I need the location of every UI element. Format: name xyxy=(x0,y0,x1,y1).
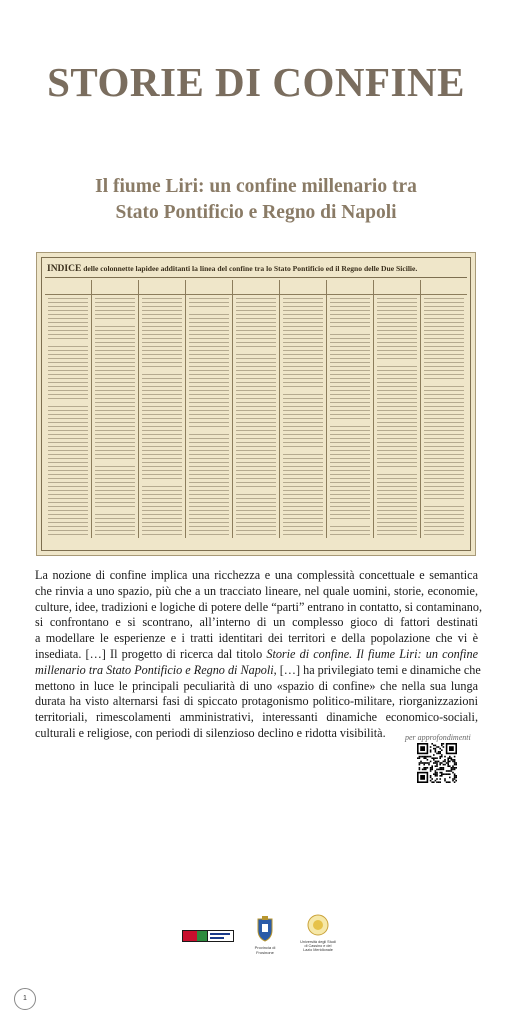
qr-module xyxy=(447,773,449,775)
qr-module xyxy=(433,757,435,759)
qr-module xyxy=(447,781,449,783)
provincia-logo xyxy=(252,916,278,960)
qr-module xyxy=(441,754,443,756)
document-column-header xyxy=(92,280,138,295)
qr-label: per approfondimenti xyxy=(405,733,471,742)
document-column-header xyxy=(327,280,373,295)
body-line: si confrontano e si scontrano, all’interno di un complesso gioco di fattori destinati xyxy=(35,615,478,630)
qr-module xyxy=(439,772,441,774)
document-column xyxy=(421,280,467,538)
qr-module xyxy=(436,773,438,775)
qr-module xyxy=(441,745,443,747)
document-column-entries xyxy=(189,298,229,538)
qr-module xyxy=(430,777,432,779)
document-section-gap xyxy=(233,350,279,354)
qr-module xyxy=(452,761,454,763)
qr-module xyxy=(447,761,449,763)
qr-module xyxy=(430,746,432,748)
qr-module xyxy=(419,762,421,764)
qr-module xyxy=(430,761,432,763)
qr-module xyxy=(435,745,437,747)
qr-module xyxy=(435,749,437,751)
qr-module xyxy=(436,753,438,755)
document-section-gap xyxy=(374,470,420,474)
qr-module xyxy=(427,762,429,764)
body-line: territoriali, rimescolamenti amministrativi, interessanti dinamiche economico-sociali, xyxy=(35,710,478,725)
qr-module xyxy=(454,767,456,769)
qr-module xyxy=(438,751,440,753)
document-frame xyxy=(41,257,471,551)
qr-module xyxy=(431,781,433,783)
qr-module xyxy=(438,753,440,755)
document-column-header xyxy=(45,280,91,295)
qr-module xyxy=(427,756,429,758)
document-section-gap xyxy=(421,500,467,504)
qr-module xyxy=(452,780,454,782)
document-column-entries xyxy=(142,298,182,538)
qr-module xyxy=(455,764,457,766)
document-column-entries xyxy=(283,298,323,538)
qr-module xyxy=(439,762,441,764)
qr-module xyxy=(423,762,425,764)
qr-module xyxy=(420,761,422,763)
qr-module xyxy=(420,756,422,758)
qr-module xyxy=(431,769,433,771)
qr-module xyxy=(439,764,441,766)
document-column xyxy=(92,280,139,538)
document-section-gap xyxy=(139,370,185,374)
qr-module xyxy=(423,764,425,766)
qr-module xyxy=(419,764,421,766)
qr-module xyxy=(438,761,440,763)
qr-module xyxy=(439,748,441,750)
document-section-gap xyxy=(45,340,91,344)
qr-module xyxy=(441,749,443,751)
body-line: durata ha visto alternarsi fasi di spiccato protagonismo politico-militare, riorganizzazioni xyxy=(35,694,478,709)
qr-module xyxy=(439,769,441,771)
qr-module xyxy=(447,764,449,766)
qr-module xyxy=(444,759,446,761)
document-section-gap xyxy=(45,400,91,404)
qr-module xyxy=(439,757,441,759)
body-line: La nozione di confine implica una ricchezza e una complessità concettuale e semantica xyxy=(35,568,478,582)
qr-module xyxy=(441,762,443,764)
qr-module xyxy=(444,756,446,758)
project-title-italic: Storie di confine. Il fiume Liri: un confine xyxy=(266,646,478,661)
document-section-gap xyxy=(327,520,373,524)
qr-module xyxy=(423,756,425,758)
qr-module xyxy=(443,761,445,763)
university-caption: Università degli Studi di Cassino e del Lazio Meridionale xyxy=(300,940,336,953)
document-column-entries xyxy=(95,298,135,538)
qr-module xyxy=(441,772,443,774)
qr-module xyxy=(443,764,445,766)
qr-module xyxy=(430,756,432,758)
qr-module xyxy=(446,781,448,783)
qr-module xyxy=(433,759,435,761)
qr-module xyxy=(444,764,446,766)
qr-module xyxy=(435,765,437,767)
qr-module xyxy=(431,778,433,780)
qr-module xyxy=(447,770,449,772)
qr-module xyxy=(431,765,433,767)
qr-finder-module xyxy=(420,775,425,780)
qr-module xyxy=(439,775,441,777)
qr-module xyxy=(447,762,449,764)
body-line: culturali e religiose, con periodi di silenzioso declino e ridotta visibilità. xyxy=(35,725,386,740)
document-section-gap xyxy=(92,510,138,514)
body-line: che rinvia a uno spazio, più che a un tracciato lineare, nel quale uomini, storie, economie, xyxy=(35,583,478,598)
qr-module xyxy=(441,775,443,777)
subtitle-line-2: Stato Pontificio e Regno di Napoli xyxy=(115,202,397,223)
historical-document-image xyxy=(36,252,476,556)
qr-module xyxy=(419,767,421,769)
regione-lazio-logo xyxy=(182,930,234,942)
qr-module xyxy=(435,761,437,763)
qr-module xyxy=(422,762,424,764)
qr-module xyxy=(425,762,427,764)
qr-module xyxy=(419,769,421,771)
qr-module xyxy=(444,780,446,782)
qr-module xyxy=(435,773,437,775)
qr-module xyxy=(447,759,449,761)
body-line: culture, idee, tradizioni e logiche di potere delle “parti” entrano in contatto, si contaminano, xyxy=(35,599,483,614)
qr-module xyxy=(425,757,427,759)
qr-module xyxy=(423,769,425,771)
qr-module xyxy=(436,764,438,766)
qr-module xyxy=(454,759,456,761)
qr-module xyxy=(441,756,443,758)
qr-module xyxy=(436,775,438,777)
qr-module xyxy=(436,772,438,774)
qr-module xyxy=(430,769,432,771)
qr-module xyxy=(436,778,438,780)
qr-module xyxy=(449,756,451,758)
document-header xyxy=(45,261,467,278)
qr-module xyxy=(419,756,421,758)
university-seal-icon xyxy=(307,914,329,936)
qr-module xyxy=(444,773,446,775)
qr-module xyxy=(455,777,457,779)
qr-module xyxy=(443,746,445,748)
document-column xyxy=(280,280,327,538)
document-section-gap xyxy=(374,360,420,364)
qr-module xyxy=(435,757,437,759)
qr-module xyxy=(439,751,441,753)
qr-module xyxy=(436,781,438,783)
document-section-gap xyxy=(280,450,326,454)
qr-module xyxy=(455,767,457,769)
qr-module xyxy=(436,757,438,759)
qr-module xyxy=(425,767,427,769)
subtitle-line-1: Il fiume Liri: un confine millenario tra xyxy=(95,176,417,197)
document-section-gap xyxy=(92,320,138,324)
qr-module xyxy=(419,757,421,759)
document-column-entries xyxy=(48,298,88,538)
qr-module xyxy=(436,746,438,748)
qr-module xyxy=(451,769,453,771)
qr-module xyxy=(455,780,457,782)
qr-module xyxy=(435,748,437,750)
coat-of-arms-icon xyxy=(256,916,274,942)
project-title-italic: millenario tra Stato Pontificio e Regno di Napoli xyxy=(35,662,274,677)
qr-module xyxy=(427,767,429,769)
qr-finder-module xyxy=(449,746,454,751)
document-column xyxy=(139,280,186,538)
qr-module xyxy=(454,761,456,763)
page-subtitle xyxy=(40,174,472,226)
document-column-header xyxy=(233,280,279,295)
qr-module xyxy=(420,762,422,764)
qr-module xyxy=(422,756,424,758)
body-line-with-title xyxy=(35,662,481,679)
qr-module xyxy=(433,762,435,764)
document-section-gap xyxy=(139,480,185,484)
university-logo xyxy=(300,914,336,962)
qr-module xyxy=(444,778,446,780)
document-section-gap xyxy=(186,430,232,434)
qr-module xyxy=(452,765,454,767)
document-column-entries xyxy=(377,298,417,538)
qr-module xyxy=(454,762,456,764)
page-number: 1 xyxy=(14,988,36,1010)
qr-module xyxy=(439,778,441,780)
document-column xyxy=(45,280,92,538)
qr-module xyxy=(423,767,425,769)
document-columns xyxy=(45,280,467,538)
qr-module xyxy=(428,762,430,764)
qr-module xyxy=(443,769,445,771)
body-line: mettono in luce le principali peculiarità di uno «spazio di confine» che nella sua lunga xyxy=(35,678,478,693)
qr-module xyxy=(454,778,456,780)
qr-module xyxy=(451,770,453,772)
qr-module xyxy=(449,777,451,779)
body-line: a modellare le esperienze e i tratti identitari dei territori e della popolazione che vi è xyxy=(35,631,478,646)
document-section-gap xyxy=(186,310,232,314)
document-column-entries xyxy=(330,298,370,538)
qr-module xyxy=(417,757,419,759)
qr-module xyxy=(433,773,435,775)
qr-module xyxy=(439,767,441,769)
document-header-text: delle colonnette lapidee additanti la linea del confine tra lo Stato Pontificio ed il Regno delle Due Sicilie. xyxy=(81,264,418,273)
qr-module xyxy=(449,770,451,772)
qr-module xyxy=(455,762,457,764)
qr-module xyxy=(435,751,437,753)
qr-module xyxy=(447,765,449,767)
qr-module xyxy=(438,769,440,771)
document-column xyxy=(233,280,280,538)
qr-module xyxy=(451,757,453,759)
qr-module xyxy=(454,775,456,777)
page-title: STORIE DI CONFINE xyxy=(47,59,465,105)
province-caption: Provincia di Frosinone xyxy=(254,945,276,955)
qr-module xyxy=(430,780,432,782)
sponsor-logos xyxy=(180,912,340,962)
qr-module xyxy=(433,745,435,747)
qr-module xyxy=(449,773,451,775)
qr-module xyxy=(435,762,437,764)
qr-module xyxy=(435,772,437,774)
qr-module xyxy=(436,761,438,763)
qr-module xyxy=(444,761,446,763)
qr-module xyxy=(435,770,437,772)
document-section-gap xyxy=(233,490,279,494)
qr-module xyxy=(436,762,438,764)
qr-module xyxy=(439,753,441,755)
qr-module xyxy=(438,781,440,783)
document-section-gap xyxy=(327,420,373,424)
qr-module xyxy=(435,780,437,782)
document-section-gap xyxy=(421,380,467,384)
qr-module xyxy=(433,748,435,750)
document-column xyxy=(186,280,233,538)
document-header-lead: INDICE xyxy=(47,264,82,274)
document-column-header xyxy=(374,280,420,295)
qr-module xyxy=(436,769,438,771)
qr-module xyxy=(449,757,451,759)
body-line-with-title xyxy=(35,647,478,663)
qr-module xyxy=(425,756,427,758)
qr-module xyxy=(431,757,433,759)
qr-module xyxy=(454,764,456,766)
qr-module xyxy=(446,770,448,772)
document-section-gap xyxy=(280,390,326,394)
qr-finder-module xyxy=(420,746,425,751)
qr-module xyxy=(454,756,456,758)
qr-module xyxy=(439,756,441,758)
qr-module xyxy=(423,757,425,759)
document-section-gap xyxy=(92,460,138,464)
qr-module xyxy=(441,773,443,775)
document-column-header xyxy=(421,280,467,295)
qr-module xyxy=(454,777,456,779)
qr-module xyxy=(430,751,432,753)
document-column xyxy=(374,280,421,538)
document-column-header xyxy=(186,280,232,295)
document-column-header xyxy=(139,280,185,295)
qr-module xyxy=(447,757,449,759)
body-text: insediata. […] Il progetto di ricerca dal titolo xyxy=(35,646,267,661)
qr-module xyxy=(446,773,448,775)
qr-module xyxy=(441,743,443,745)
qr-module xyxy=(443,773,445,775)
qr-module xyxy=(454,781,456,783)
body-text: , […] ha privilegiato temi e dinamiche che xyxy=(273,662,481,677)
qr-module xyxy=(430,775,432,777)
qr-module xyxy=(451,767,453,769)
qr-module xyxy=(428,756,430,758)
qr-module xyxy=(452,759,454,761)
qr-module xyxy=(431,743,433,745)
qr-module xyxy=(455,775,457,777)
qr-module xyxy=(452,778,454,780)
qr-module xyxy=(430,770,432,772)
qr-module xyxy=(454,773,456,775)
document-column-entries xyxy=(236,298,276,538)
qr-module xyxy=(441,769,443,771)
qr-module xyxy=(439,781,441,783)
qr-module xyxy=(438,746,440,748)
qr-module xyxy=(446,762,448,764)
qr-module xyxy=(433,781,435,783)
qr-module xyxy=(441,767,443,769)
qr-module xyxy=(427,759,429,761)
body-paragraph xyxy=(35,568,483,742)
qr-module xyxy=(449,765,451,767)
qr-module xyxy=(452,772,454,774)
document-column xyxy=(327,280,374,538)
qr-module xyxy=(443,743,445,745)
qr-module xyxy=(452,769,454,771)
qr-module xyxy=(449,781,451,783)
qr-module xyxy=(443,767,445,769)
qr-module xyxy=(451,759,453,761)
document-section-gap xyxy=(327,330,373,334)
qr-code[interactable] xyxy=(417,743,457,783)
qr-module xyxy=(452,767,454,769)
qr-module xyxy=(430,749,432,751)
qr-module xyxy=(422,769,424,771)
qr-module xyxy=(449,761,451,763)
qr-module xyxy=(454,769,456,771)
qr-module xyxy=(430,767,432,769)
qr-module xyxy=(436,765,438,767)
qr-module xyxy=(435,775,437,777)
qr-module xyxy=(425,769,427,771)
document-column-header xyxy=(280,280,326,295)
qr-module xyxy=(431,767,433,769)
qr-module xyxy=(433,754,435,756)
qr-module xyxy=(428,764,430,766)
